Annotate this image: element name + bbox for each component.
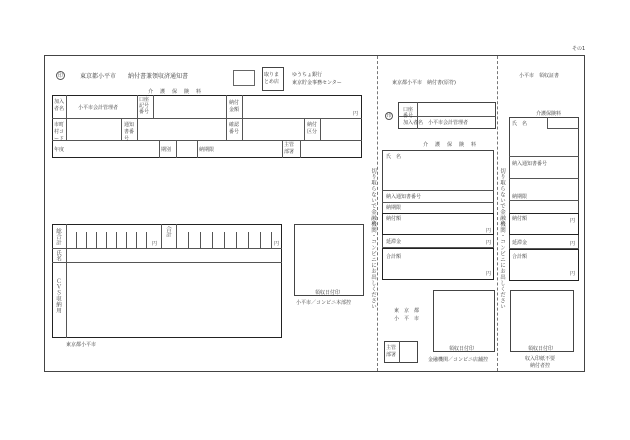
total-yen: 円: [152, 241, 158, 247]
stub1-late-fee-yen: 円: [486, 240, 492, 246]
sum-label: 合計: [165, 226, 171, 238]
stub1-city2: 小 平 市: [394, 316, 420, 322]
perforation-line-1: [377, 56, 378, 371]
stub1-account-label: 口座番号: [403, 107, 414, 119]
notice-item-label: 介 護 保 険 料: [148, 89, 203, 95]
stub1-amount-label: 納付額: [386, 216, 402, 222]
payer-name: 小平市会計管理者: [78, 105, 119, 111]
torimatome-label: 取りまとめ店: [264, 72, 280, 85]
stub1-amount-yen: 円: [486, 228, 492, 234]
stub2-header: 小平市 領収証書: [519, 73, 560, 79]
stub2-amount-label: 納付額: [512, 216, 528, 222]
notice-header: 東京都小平市 納付書兼領収済通知書: [80, 73, 189, 80]
stamp-square: [233, 70, 255, 86]
stub2-item: 介護保険料: [536, 111, 562, 117]
deadline-label: 納期限: [199, 147, 215, 153]
payer-label: 加入者名: [54, 99, 65, 112]
perforation-line-2: [497, 56, 498, 371]
stub2-receipt-stamp-label: 領収日付印: [528, 346, 554, 352]
stub2-receipt-stamp-box: [510, 290, 574, 352]
amount-label: 納付金額: [229, 100, 240, 113]
cvs-label: ＣＶＳ収納用: [55, 278, 61, 314]
stub2-late-fee-label: 延滞金: [512, 240, 528, 246]
stub1-payer-name: 小平市会計管理者: [428, 120, 469, 126]
confirm-label: 確認番号: [229, 122, 240, 135]
city-code-label: 市町村コード: [54, 122, 65, 142]
stub2-name-label: 氏 名: [512, 121, 528, 127]
manager-label: 主管部署: [284, 142, 295, 155]
stub1-total-box: [382, 248, 494, 280]
stub1-seal-icon: 印: [386, 113, 392, 119]
notice-receipt-stamp-label: 領収日付印: [315, 290, 341, 296]
stub2-deadline-label: 納期限: [512, 194, 528, 200]
account-label: 口座記号番号: [139, 97, 150, 115]
amount-yen: 円: [353, 111, 359, 117]
notice-no-label: 通知書番号: [124, 122, 135, 142]
seal-stamp-icon: 印: [57, 73, 63, 79]
stub2-total-yen: 円: [570, 271, 576, 277]
stub2-amount-yen: 円: [570, 218, 576, 224]
period-label: 期別: [161, 147, 172, 153]
stub2-caption2: 納付者控: [530, 363, 551, 369]
stub1-caption: 金融機関／コンビニ店舗控: [428, 357, 489, 363]
stub1-receipt-stamp-box: [433, 290, 495, 352]
category-label: 納付区分: [307, 122, 318, 135]
stub1-item: 介 護 保 険 料: [423, 142, 478, 148]
stub1-manager-label: 主管部署: [386, 345, 397, 358]
total-label: 総合計: [55, 228, 61, 246]
stub1-deadline-label: 納期限: [386, 205, 402, 211]
stub1-name-label: 氏 名: [386, 154, 402, 160]
stub1-total-yen: 円: [486, 271, 492, 277]
stub2-notice-no-label: 納入通知書番号: [512, 161, 548, 167]
page-label: その1: [572, 46, 586, 52]
stub2-cut-note: 切り取らないで金融機関・コンビニにお出しください: [499, 168, 505, 310]
stub1-cut-note: 切り取らないで金融機関・コンビニにお出しください: [370, 168, 376, 310]
stub1-late-fee-label: 延滞金: [386, 239, 402, 245]
stub1-header: 東京都小平市 納付書(原符): [392, 80, 456, 86]
stub1-notice-no-label: 納入通知書番号: [386, 194, 422, 200]
stub1-receipt-stamp-label: 領収日付印: [449, 346, 475, 352]
center-name: 東京貯金事務センター: [292, 80, 342, 86]
sum-yen: 円: [274, 241, 280, 247]
bank-name: ゆうちょ銀行: [292, 72, 323, 78]
stub1-payer-label: 加入者名: [403, 120, 424, 126]
stub2-caption1: 収入印紙不要: [525, 356, 556, 362]
notice-footer: 東京都小平市: [66, 342, 97, 348]
year-label: 年度: [54, 147, 65, 153]
notice-stamp-caption: 小平市／コンビニ本部控: [296, 300, 352, 306]
stub1-total-label: 合計額: [386, 254, 402, 260]
stub1-city: 東 京 都: [394, 308, 420, 314]
stub2-total-label: 合計額: [512, 254, 528, 260]
stub2-late-fee-yen: 円: [570, 241, 576, 247]
name-label: 氏名: [55, 250, 61, 262]
notice-receipt-stamp-box: [294, 224, 364, 296]
